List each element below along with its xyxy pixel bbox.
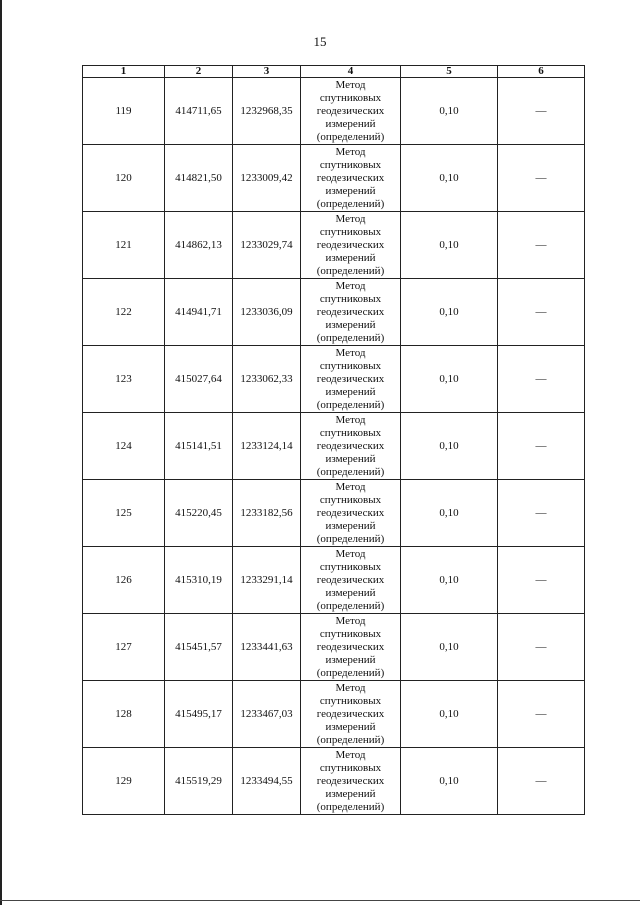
method-line: (определений) [316, 666, 385, 679]
table-row [83, 145, 585, 212]
point-number: 127 [83, 614, 165, 681]
accuracy-value: 0,10 [401, 145, 498, 212]
table-row [83, 78, 585, 145]
dash-mark: — [535, 306, 547, 318]
point-number: 119 [83, 78, 165, 145]
method-line: измерений [325, 653, 376, 666]
method-line: (определений) [316, 130, 385, 143]
dash-mark: — [535, 574, 547, 586]
accuracy-value: 0,10 [401, 547, 498, 614]
dash-mark: — [535, 105, 547, 117]
method-line: геодезических [316, 439, 385, 452]
left-scan-edge [0, 0, 2, 905]
note-cell [498, 681, 585, 748]
coordinate-x: 415220,45 [165, 480, 233, 547]
method-line: геодезических [316, 305, 385, 318]
method-line: спутниковых [319, 694, 382, 707]
point-number: 121 [83, 212, 165, 279]
coordinate-y: 1233036,09 [233, 279, 301, 346]
accuracy-value: 0,10 [401, 279, 498, 346]
method-line: Метод [335, 681, 366, 694]
coordinate-x: 414941,71 [165, 279, 233, 346]
coordinate-y: 1233009,42 [233, 145, 301, 212]
accuracy-value: 0,10 [401, 78, 498, 145]
method-cell [301, 212, 401, 279]
method-line: измерений [325, 318, 376, 331]
method-line: спутниковых [319, 292, 382, 305]
method-line: (определений) [316, 599, 385, 612]
coordinate-x: 414862,13 [165, 212, 233, 279]
coordinate-x: 415519,29 [165, 748, 233, 815]
method-line: спутниковых [319, 627, 382, 640]
dash-mark: — [535, 239, 547, 251]
method-cell [301, 748, 401, 815]
method-line: (определений) [316, 331, 385, 344]
column-header-6: 6 [498, 66, 585, 78]
method-line: измерений [325, 385, 376, 398]
coordinate-x: 415495,17 [165, 681, 233, 748]
method-cell [301, 279, 401, 346]
method-cell [301, 78, 401, 145]
method-line: геодезических [316, 640, 385, 653]
note-cell [498, 413, 585, 480]
header-row [83, 66, 585, 78]
point-number: 122 [83, 279, 165, 346]
coordinate-x: 415141,51 [165, 413, 233, 480]
method-cell [301, 413, 401, 480]
method-line: спутниковых [319, 493, 382, 506]
method-line: (определений) [316, 197, 385, 210]
table-row [83, 480, 585, 547]
dash-mark: — [535, 440, 547, 452]
method-cell [301, 681, 401, 748]
accuracy-value: 0,10 [401, 413, 498, 480]
coordinate-y: 1232968,35 [233, 78, 301, 145]
point-number: 120 [83, 145, 165, 212]
coordinate-y: 1233441,63 [233, 614, 301, 681]
column-header-5: 5 [401, 66, 498, 78]
method-line: Метод [335, 614, 366, 627]
method-line: геодезических [316, 104, 385, 117]
coordinate-y: 1233124,14 [233, 413, 301, 480]
table-row [83, 346, 585, 413]
method-line: (определений) [316, 264, 385, 277]
method-line: Метод [335, 346, 366, 359]
coordinate-x: 415451,57 [165, 614, 233, 681]
dash-mark: — [535, 172, 547, 184]
table-row [83, 212, 585, 279]
method-line: измерений [325, 251, 376, 264]
column-header-2: 2 [165, 66, 233, 78]
method-line: (определений) [316, 733, 385, 746]
column-header-1: 1 [83, 66, 165, 78]
table-row [83, 413, 585, 480]
method-cell [301, 614, 401, 681]
note-cell [498, 212, 585, 279]
method-line: (определений) [316, 532, 385, 545]
note-cell [498, 614, 585, 681]
dash-mark: — [535, 708, 547, 720]
method-line: спутниковых [319, 761, 382, 774]
table-body [83, 78, 585, 815]
method-line: Метод [335, 212, 366, 225]
note-cell [498, 78, 585, 145]
dash-mark: — [535, 775, 547, 787]
dash-mark: — [535, 641, 547, 653]
method-line: измерений [325, 452, 376, 465]
method-line: измерений [325, 117, 376, 130]
method-line: измерений [325, 787, 376, 800]
table-header [83, 66, 585, 78]
method-line: измерений [325, 586, 376, 599]
column-header-4: 4 [301, 66, 401, 78]
method-line: Метод [335, 480, 366, 493]
method-line: Метод [335, 547, 366, 560]
table-row [83, 279, 585, 346]
method-line: измерений [325, 184, 376, 197]
method-line: геодезических [316, 573, 385, 586]
accuracy-value: 0,10 [401, 748, 498, 815]
method-line: Метод [335, 413, 366, 426]
method-line: геодезических [316, 707, 385, 720]
coordinate-y: 1233494,55 [233, 748, 301, 815]
coordinate-x: 414711,65 [165, 78, 233, 145]
bottom-scan-edge [0, 900, 640, 901]
note-cell [498, 346, 585, 413]
note-cell [498, 279, 585, 346]
method-line: геодезических [316, 506, 385, 519]
method-line: геодезических [316, 238, 385, 251]
coordinate-y: 1233029,74 [233, 212, 301, 279]
point-number: 126 [83, 547, 165, 614]
coordinate-y: 1233182,56 [233, 480, 301, 547]
method-line: измерений [325, 720, 376, 733]
coordinate-y: 1233062,33 [233, 346, 301, 413]
method-line: Метод [335, 748, 366, 761]
point-number: 129 [83, 748, 165, 815]
method-line: спутниковых [319, 560, 382, 573]
table-row [83, 547, 585, 614]
accuracy-value: 0,10 [401, 346, 498, 413]
method-line: спутниковых [319, 426, 382, 439]
accuracy-value: 0,10 [401, 212, 498, 279]
note-cell [498, 748, 585, 815]
method-line: (определений) [316, 398, 385, 411]
coordinate-x: 415027,64 [165, 346, 233, 413]
method-line: спутниковых [319, 225, 382, 238]
accuracy-value: 0,10 [401, 681, 498, 748]
method-line: (определений) [316, 800, 385, 813]
note-cell [498, 145, 585, 212]
accuracy-value: 0,10 [401, 614, 498, 681]
method-line: Метод [335, 145, 366, 158]
method-line: геодезических [316, 171, 385, 184]
point-number: 123 [83, 346, 165, 413]
method-line: геодезических [316, 372, 385, 385]
page-number: 15 [313, 34, 327, 49]
method-line: спутниковых [319, 359, 382, 372]
method-cell [301, 480, 401, 547]
method-line: Метод [335, 78, 366, 91]
dash-mark: — [535, 507, 547, 519]
note-cell [498, 547, 585, 614]
column-header-3: 3 [233, 66, 301, 78]
point-number: 124 [83, 413, 165, 480]
coordinate-x: 415310,19 [165, 547, 233, 614]
coordinates-table [82, 65, 585, 815]
method-line: спутниковых [319, 91, 382, 104]
dash-mark: — [535, 373, 547, 385]
coordinate-x: 414821,50 [165, 145, 233, 212]
coordinate-y: 1233291,14 [233, 547, 301, 614]
table-row [83, 681, 585, 748]
table-row [83, 614, 585, 681]
method-cell [301, 145, 401, 212]
point-number: 125 [83, 480, 165, 547]
method-line: измерений [325, 519, 376, 532]
method-cell [301, 346, 401, 413]
method-line: геодезических [316, 774, 385, 787]
method-line: Метод [335, 279, 366, 292]
table-row [83, 748, 585, 815]
note-cell [498, 480, 585, 547]
method-line: спутниковых [319, 158, 382, 171]
point-number: 128 [83, 681, 165, 748]
coordinate-y: 1233467,03 [233, 681, 301, 748]
accuracy-value: 0,10 [401, 480, 498, 547]
method-line: (определений) [316, 465, 385, 478]
method-cell [301, 547, 401, 614]
